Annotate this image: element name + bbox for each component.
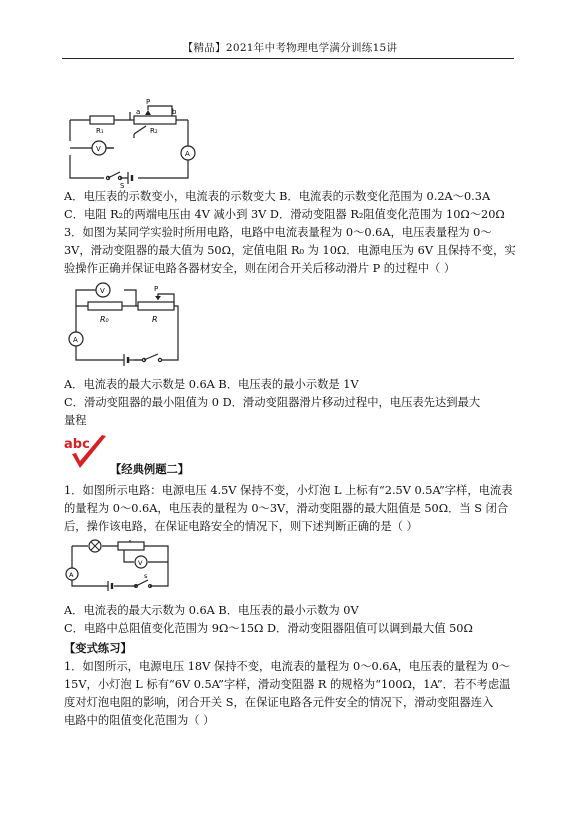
circuit-diagram-1 <box>62 98 202 188</box>
q3-line2: 3V，滑动变阻器的最大值为 50Ω，定值电阻 R₀ 为 10Ω．电源电压为 6V 且保持不变，实 <box>64 244 516 257</box>
label-s: s <box>144 572 148 580</box>
label-v: V <box>138 559 143 567</box>
label-b: b <box>172 108 177 116</box>
q2-options-line1: A．电压表的示数变小，电流表的示数变大 B．电流表的示数变化范围为 0.2A～0.3A <box>64 190 491 203</box>
svg-text:abc: abc <box>64 437 90 452</box>
ex1-line2: 的量程为 0～0.6A，电压表的量程为 0～3V，滑动变阻器的最大阻值是 50Ω．当 S 闭合 <box>64 502 509 515</box>
label-r1: R₁ <box>96 127 104 135</box>
circuit-diagram-2 <box>66 282 191 372</box>
pr1-line1: 1．如图所示，电源电压 18V 保持不变，电流表的量程为 0～0.6A，电压表的量程为 0～ <box>64 660 511 673</box>
rheostat-r2 <box>134 116 176 124</box>
q2-options-line2: C．电阻 R₂的两端电压由 4V 减小到 3V D．滑动变阻器 R₂阻值变化范围为 10Ω～20Ω <box>64 208 505 221</box>
example-section-title: 【经典例题二】 <box>110 462 190 476</box>
q3-line3: 验操作正确并保证电路各器材安全，则在闭合开关后移动滑片 P 的过程中（ ） <box>64 262 456 275</box>
practice-section-title: 【变式练习】 <box>64 641 132 655</box>
q3-options-line2: C．滑动变阻器的最小阻值为 0 D．滑动变阻器滑片移动过程中，电压表先达到最大 <box>64 396 481 409</box>
label-r: R <box>152 315 158 324</box>
label-v: V <box>100 287 105 295</box>
pr1-line3: 度对灯泡电阻的影响，闭合开关 S，在保证电路各元件安全的情况下，滑动变阻器连入 <box>64 696 494 709</box>
resistor-r1 <box>90 116 114 124</box>
pr1-line4: 电路中的阻值变化范围为（ ） <box>64 714 215 727</box>
pr1-line2: 15V，小灯泡 L 标有“6V 0.5A”字样，滑动变阻器 R 的规格为“100Ω，1A”．若不考虑温 <box>64 678 511 691</box>
label-a: A <box>73 336 78 344</box>
label-r0: R₀ <box>100 315 109 324</box>
ex1-options-line1: A．电流表的最大示数为 0.6A B．电压表的最小示数为 0V <box>64 604 359 617</box>
label-p: P <box>146 98 151 106</box>
label-a: a <box>136 108 141 116</box>
circuit-diagram-3 <box>64 540 174 600</box>
ex1-line1: 1．如图所示电路：电源电压 4.5V 保持不变，小灯泡 L 上标有“2.5V 0.5A”字样，电流表 <box>64 484 513 497</box>
ex1-options-line2: C．电路中总阻值变化范围为 9Ω～15Ω D．滑动变阻器阻值可以调到最大值 50Ω <box>64 622 473 635</box>
q3-options-line1: A．电流表的最大示数是 0.6A B．电压表的最小示数是 1V <box>64 378 359 391</box>
label-a: A <box>69 571 74 579</box>
q3-options-line3: 量程 <box>64 414 87 427</box>
resistor-r0 <box>88 302 122 310</box>
rheostat-r <box>138 302 174 310</box>
ex1-line3: 后，操作该电路，在保证电路安全的情况下，则下述判断正确的是（ ） <box>64 520 418 533</box>
label-p: P <box>154 285 159 293</box>
header-rule <box>62 58 514 59</box>
page-header: 【精品】2021年中考物理电学满分训练15讲 <box>182 42 398 54</box>
q3-line1: 3．如图为某同学实验时所用电路，电路中电流表量程为 0～0.6A，电压表量程为 0～ <box>64 226 492 239</box>
label-ammeter: A <box>185 150 190 158</box>
abc-check-logo <box>62 432 112 472</box>
rheostat <box>118 542 144 550</box>
label-v: V <box>96 145 101 153</box>
label-r2: R₂ <box>150 127 158 135</box>
label-s: S <box>120 182 125 190</box>
